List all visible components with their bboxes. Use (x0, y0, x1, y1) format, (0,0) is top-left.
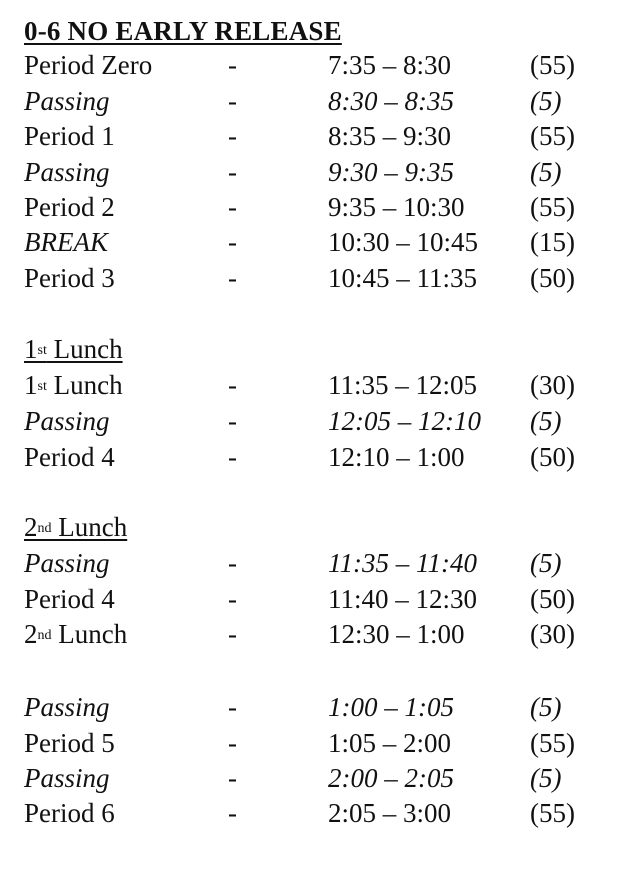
row-duration: (15) (530, 227, 575, 257)
row-label: Passing (24, 406, 110, 436)
schedule-row (0, 582, 640, 616)
row-dash: - (228, 227, 237, 257)
row-label: Period 1 (24, 121, 115, 151)
row-label: Passing (24, 763, 110, 793)
schedule-row (0, 796, 640, 830)
label-ordinal: nd (37, 628, 52, 643)
heading-number: 1 (24, 334, 38, 364)
row-label: Passing (24, 86, 110, 116)
row-dash: - (228, 798, 237, 828)
row-duration: (5) (530, 692, 562, 722)
row-dash: - (228, 263, 237, 293)
row-duration: (55) (530, 798, 575, 828)
row-duration: (30) (530, 370, 575, 400)
row-label: Period 4 (24, 584, 115, 614)
heading-number: 2 (24, 512, 38, 542)
row-dash: - (228, 157, 237, 187)
label-number: 1 (24, 370, 38, 400)
row-label: Period 3 (24, 263, 115, 293)
heading-ordinal: nd (37, 521, 52, 536)
row-time: 9:30 – 9:35 (328, 157, 454, 187)
heading-text: Lunch (46, 334, 123, 364)
row-time: 10:30 – 10:45 (328, 227, 479, 257)
row-time: 12:05 – 12:10 (328, 406, 481, 436)
label-ordinal: st (37, 379, 47, 394)
row-dash: - (228, 370, 237, 400)
row-duration: (55) (530, 192, 575, 222)
row-duration: (55) (530, 728, 575, 758)
schedule-row (0, 48, 640, 82)
row-duration: (5) (530, 157, 562, 187)
row-label: Period Zero (24, 50, 153, 80)
row-time: 11:35 – 11:40 (328, 548, 477, 578)
schedule-row (0, 155, 640, 189)
schedule-row (0, 225, 640, 259)
row-label: BREAK (24, 227, 108, 257)
row-duration: (50) (530, 584, 575, 614)
schedule-row (0, 761, 640, 795)
row-dash: - (228, 548, 237, 578)
row-time: 7:35 – 8:30 (328, 50, 452, 80)
label-number: 2 (24, 619, 38, 649)
row-label: Period 5 (24, 728, 115, 758)
heading-text: Lunch (51, 512, 128, 542)
row-label: Period 2 (24, 192, 115, 222)
row-dash: - (228, 50, 237, 80)
schedule-row (0, 261, 640, 295)
row-duration: (50) (530, 263, 575, 293)
row-duration: (55) (530, 121, 575, 151)
row-time: 2:00 – 2:05 (328, 763, 454, 793)
schedule-row (0, 546, 640, 580)
row-dash: - (228, 584, 237, 614)
row-dash: - (228, 763, 237, 793)
row-dash: - (228, 406, 237, 436)
row-dash: - (228, 121, 237, 151)
schedule-title: 0-6 NO EARLY RELEASE (24, 16, 342, 46)
row-label (24, 368, 123, 402)
row-duration: (5) (530, 548, 562, 578)
row-label: Period 6 (24, 798, 115, 828)
schedule-row (0, 84, 640, 118)
row-time: 9:35 – 10:30 (328, 192, 465, 222)
row-time: 8:30 – 8:35 (328, 86, 454, 116)
row-label: Passing (24, 692, 110, 722)
label-text: Lunch (46, 370, 123, 400)
schedule-row (0, 726, 640, 760)
row-time: 2:05 – 3:00 (328, 798, 452, 828)
row-time: 11:40 – 12:30 (328, 584, 478, 614)
heading-ordinal: st (37, 343, 47, 358)
row-duration: (50) (530, 442, 575, 472)
row-dash: - (228, 86, 237, 116)
schedule-row (0, 119, 640, 153)
label-text: Lunch (51, 619, 128, 649)
schedule-row (0, 368, 640, 402)
row-label: Passing (24, 157, 110, 187)
row-time: 12:10 – 1:00 (328, 442, 465, 472)
row-time: 10:45 – 11:35 (328, 263, 478, 293)
row-dash: - (228, 692, 237, 722)
row-label (24, 617, 127, 651)
row-label: Passing (24, 548, 110, 578)
row-duration: (5) (530, 763, 562, 793)
row-time: 1:05 – 2:00 (328, 728, 452, 758)
first-lunch-heading (24, 334, 123, 364)
schedule-row (0, 690, 640, 724)
schedule-row (0, 440, 640, 474)
schedule-row (0, 617, 640, 651)
row-time: 11:35 – 12:05 (328, 370, 478, 400)
row-dash: - (228, 192, 237, 222)
row-time: 12:30 – 1:00 (328, 619, 465, 649)
row-dash: - (228, 728, 237, 758)
row-dash: - (228, 442, 237, 472)
row-duration: (30) (530, 619, 575, 649)
row-dash: - (228, 619, 237, 649)
second-lunch-heading (24, 512, 127, 542)
row-duration: (55) (530, 50, 575, 80)
schedule-row (0, 404, 640, 438)
schedule-row (0, 190, 640, 224)
row-duration: (5) (530, 406, 562, 436)
row-time: 8:35 – 9:30 (328, 121, 452, 151)
row-duration: (5) (530, 86, 562, 116)
row-time: 1:00 – 1:05 (328, 692, 454, 722)
row-label: Period 4 (24, 442, 115, 472)
